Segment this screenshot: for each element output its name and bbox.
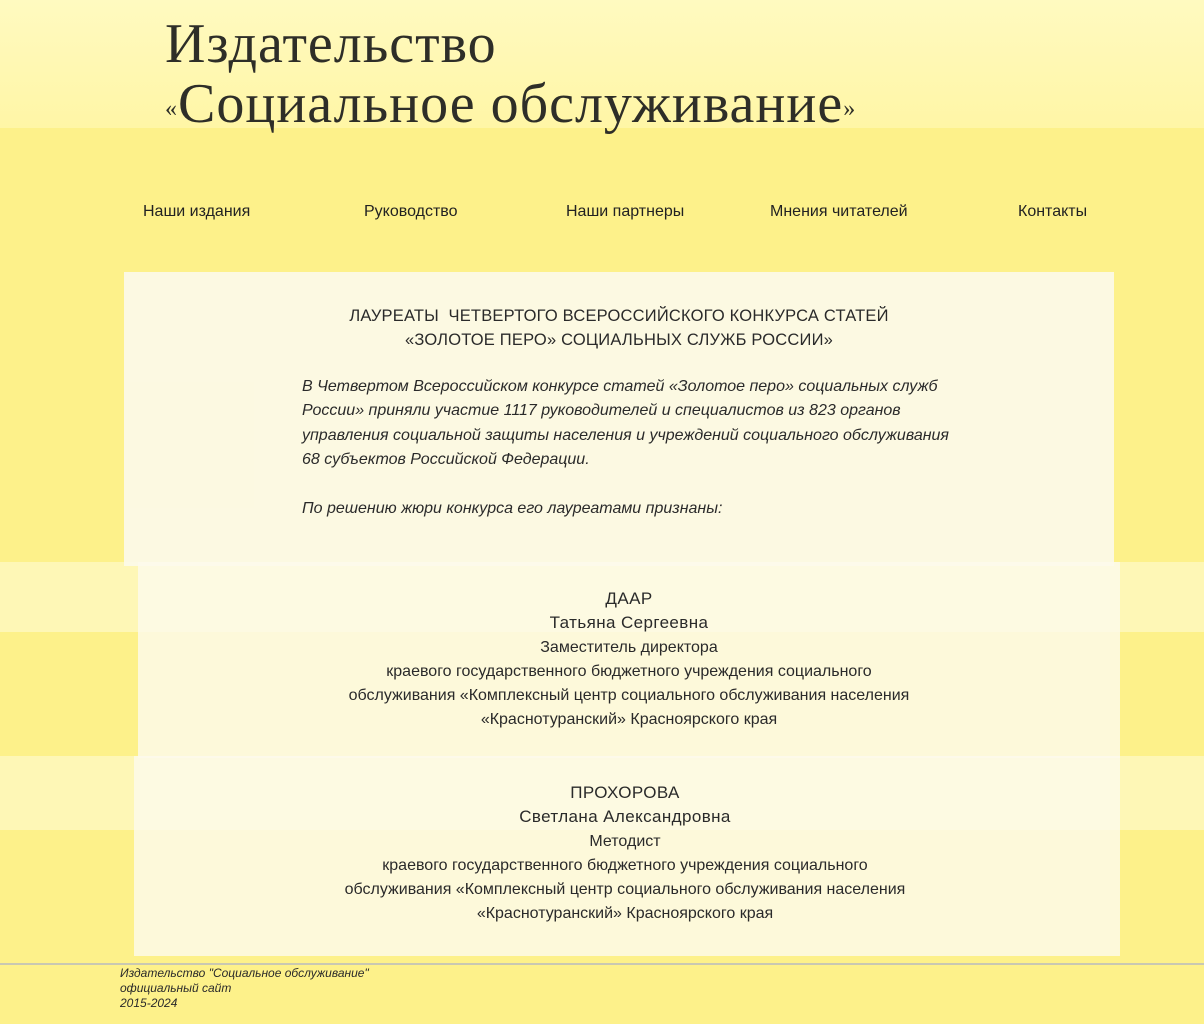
footer-years: 2015-2024 [120,996,178,1010]
quote-close: » [843,96,857,123]
footer-divider [0,963,1204,965]
laureate-given-name: Татьяна Сергеевна [549,613,709,633]
laureate-position: Методист [589,832,661,850]
laureate-surname: ПРОХОРОВА [570,783,680,802]
nav-item-contacts[interactable]: Контакты [1018,203,1088,220]
laureate-org-line: краевого государственного бюджетного учреждения социального [386,662,872,680]
laureate-position: Заместитель директора [540,638,718,656]
laureate-org-line: краевого государственного бюджетного учреждения социального [382,856,868,874]
intro-jury-note: По решению жюри конкурса его лауреатами признаны: [302,499,723,517]
laureate-org-line: обслуживания «Комплексный центр социального обслуживания населения [348,687,910,705]
laureate-org-line: обслуживания «Комплексный центр социального обслуживания населения [344,881,906,899]
nav-item-reader-opinions[interactable]: Мнения читателей [770,203,908,220]
site-title-line1: Издательство [165,13,497,75]
nav-item-publications[interactable]: Наши издания [143,203,251,220]
article-intro [302,375,952,521]
nav-item-partners[interactable]: Наши партнеры [566,203,685,220]
laureate-org-line: «Краснотуранский» Красноярского края [476,905,774,923]
laureate-surname: ДААР [605,589,653,608]
footer [120,966,369,1011]
intro-paragraph: В Четвертом Всероссийском конкурсе статей «Золотое перо» социальных служб России» приняли участие 1117 руководителей и специалистов из 823 органов управления социальной защиты населения и учреждений социального обслуживания 68 субъектов Российской Федерации. [302,378,949,469]
main-nav [0,203,1204,225]
laureate-card [138,587,1120,733]
site-title[interactable] [165,14,856,139]
heading-line2: «ЗОЛОТОЕ ПЕРО» СОЦИАЛЬНЫХ СЛУЖБ РОССИИ» [404,331,834,349]
footer-site-label: официальный сайт [120,981,232,995]
heading-line1: ЛАУРЕАТЫ ЧЕТВЕРТОГО ВСЕРОССИЙСКОГО КОНКУРСА СТАТЕЙ [349,307,889,325]
laureate-given-name: Светлана Александровна [519,807,731,827]
laureate-org-line: «Краснотуранский» Красноярского края [480,711,778,729]
article-heading [124,304,1114,352]
nav-item-management[interactable]: Руководство [364,203,458,220]
laureate-card [134,781,1116,927]
footer-publisher: Издательство "Социальное обслуживание" [120,966,369,980]
quote-open: « [165,96,178,123]
site-title-line2: Социальное обслуживание [178,73,844,135]
